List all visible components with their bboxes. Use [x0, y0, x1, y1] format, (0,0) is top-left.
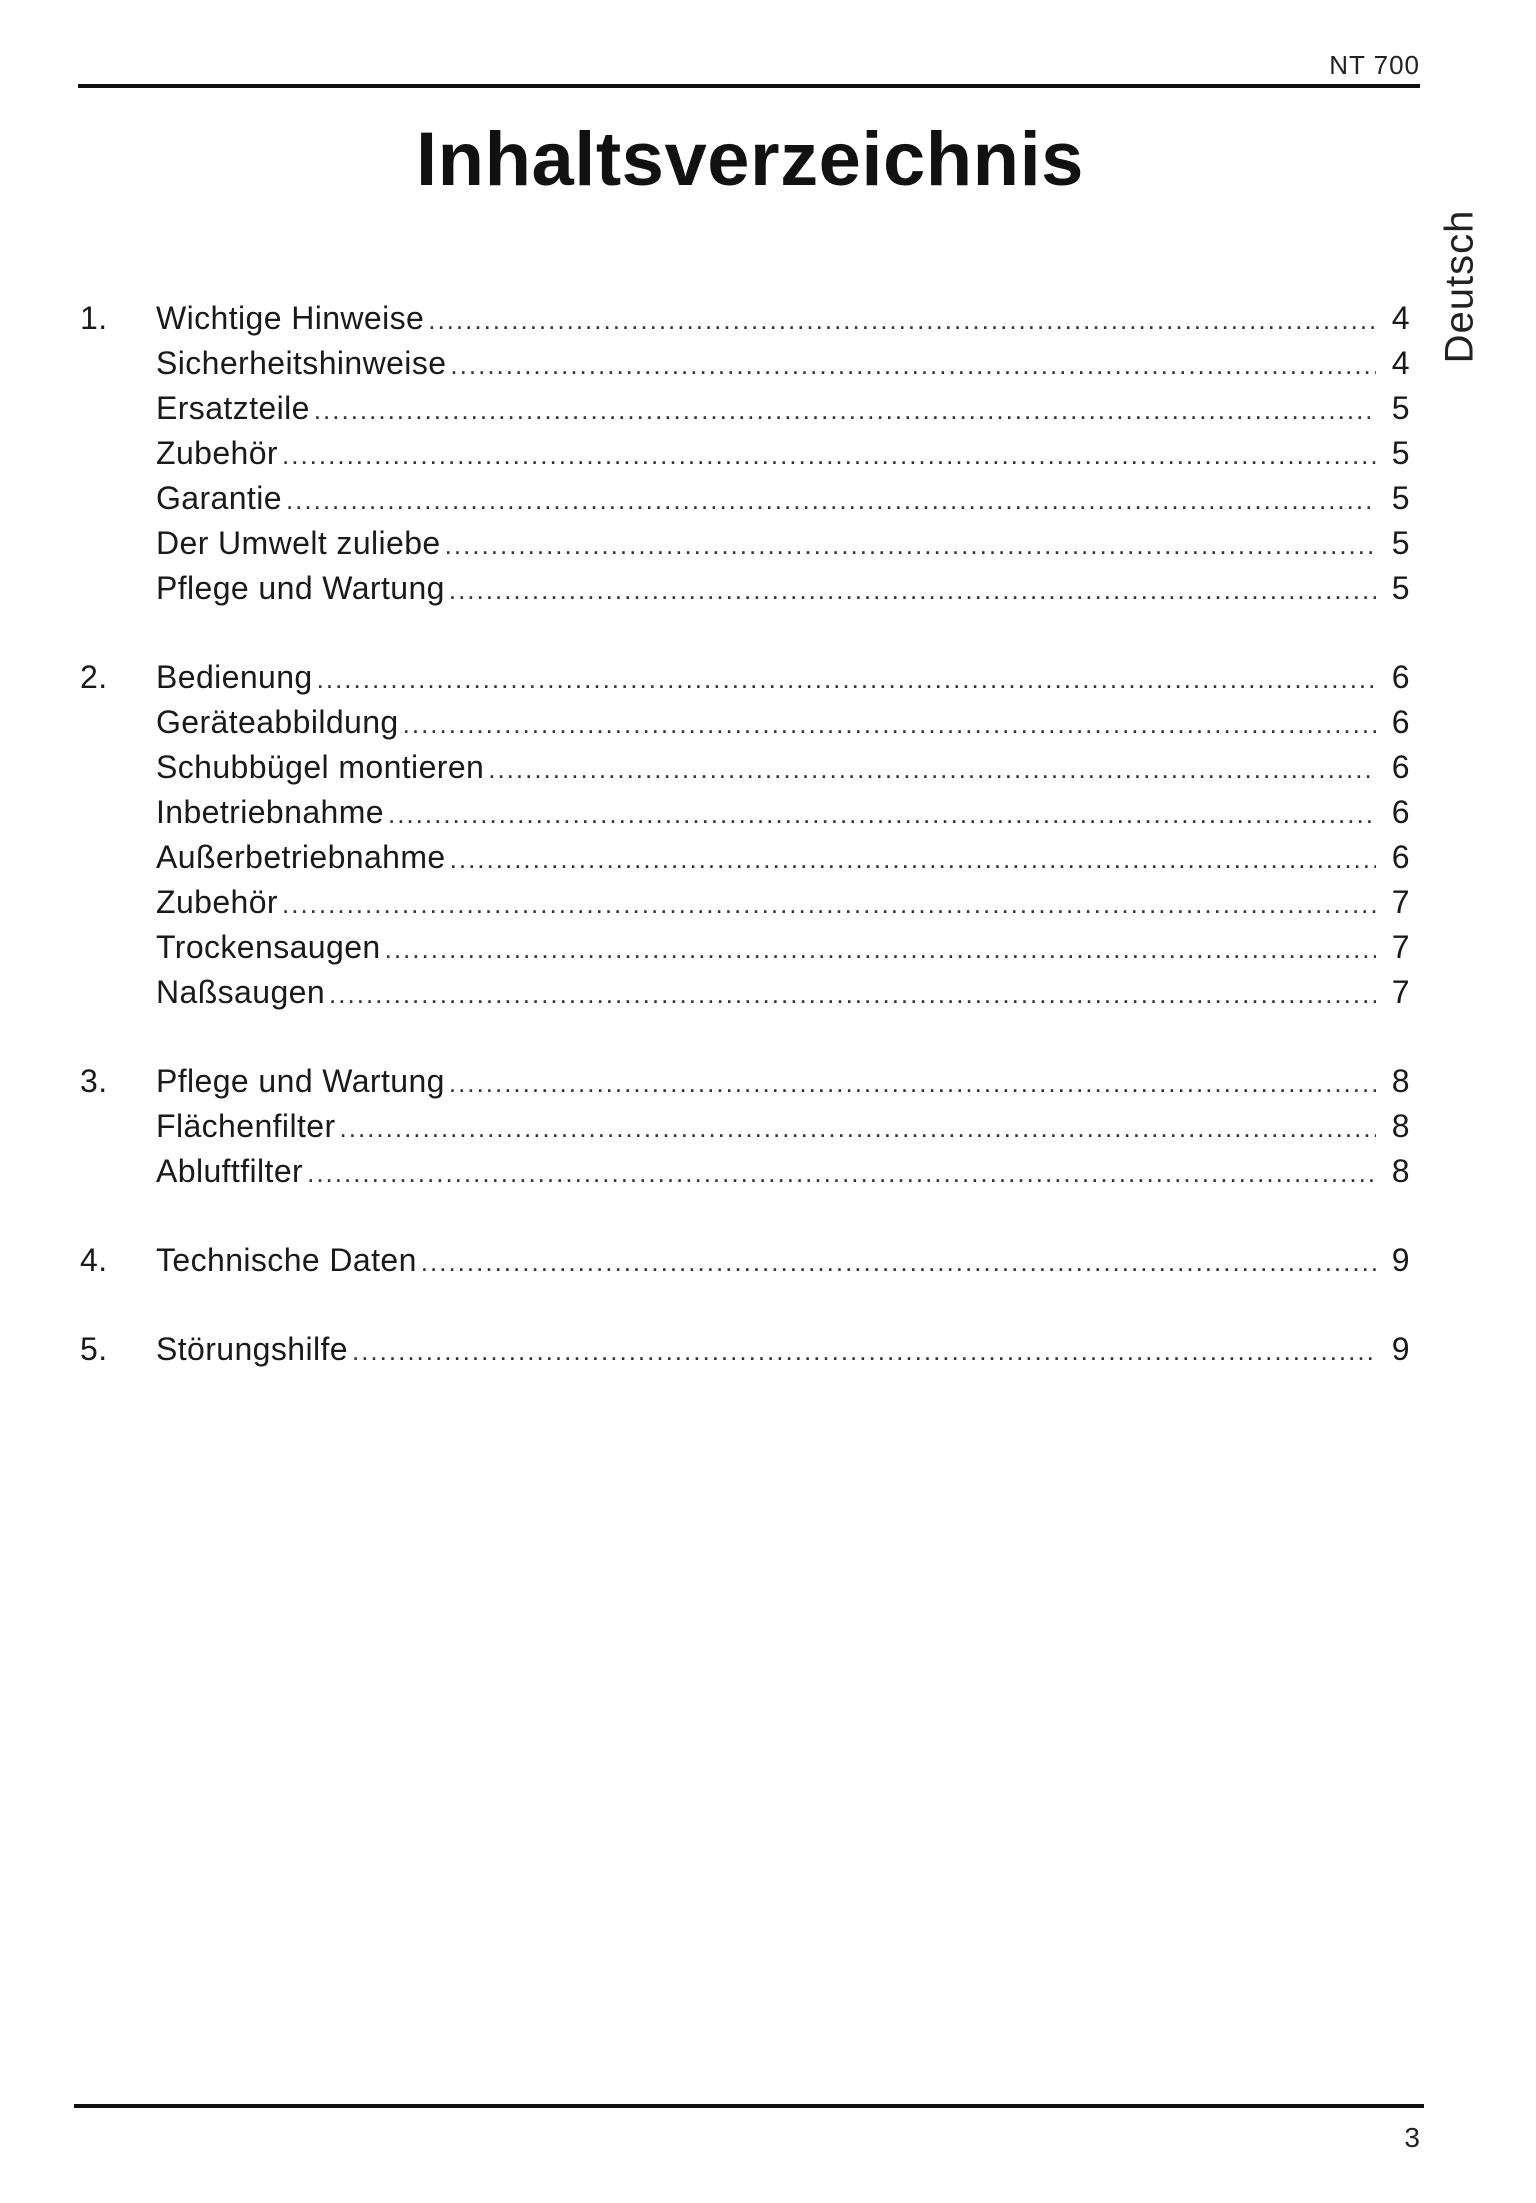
toc-entry	[80, 480, 1410, 525]
toc-entry-page: 5	[1391, 570, 1410, 606]
toc-entry-page: 9	[1391, 1242, 1410, 1278]
toc-entry	[80, 435, 1410, 480]
toc-entry-page: 6	[1391, 839, 1410, 875]
toc-leader-dots	[352, 1336, 1376, 1367]
toc-entry-label: Zubehör	[156, 884, 278, 920]
toc-entry-page: 4	[1391, 345, 1410, 381]
toc-entry-page: 6	[1391, 704, 1410, 740]
toc-entry-page: 7	[1391, 929, 1410, 965]
table-of-contents	[80, 300, 1410, 1420]
toc-entry	[80, 1242, 1410, 1287]
toc-leader-dots	[421, 1247, 1376, 1278]
toc-entry	[80, 794, 1410, 839]
toc-entry-label: Garantie	[156, 480, 282, 516]
toc-entry	[80, 659, 1410, 704]
page-number: 3	[1404, 2122, 1420, 2153]
toc-entry-page: 8	[1391, 1153, 1410, 1189]
toc-entry	[80, 570, 1410, 615]
toc-entry-page: 7	[1391, 884, 1410, 920]
toc-leader-dots	[385, 934, 1376, 965]
toc-entry	[80, 839, 1410, 884]
toc-leader-dots	[403, 709, 1376, 740]
toc-entry	[80, 390, 1410, 435]
toc-leader-dots	[317, 664, 1376, 695]
page-title: Inhaltsverzeichnis	[416, 117, 1084, 202]
toc-entry-label: Wichtige Hinweise	[156, 300, 425, 336]
header-rule	[78, 84, 1420, 88]
toc-entry-page: 5	[1391, 480, 1410, 516]
toc-entry	[80, 1331, 1410, 1376]
toc-leader-dots	[286, 485, 1376, 516]
toc-section	[80, 300, 1410, 615]
toc-leader-dots	[445, 530, 1376, 561]
toc-entry-label: Schubbügel montieren	[156, 749, 485, 785]
toc-entry-label: Zubehör	[156, 435, 278, 471]
toc-section-number: 4.	[80, 1242, 108, 1278]
toc-entry-label: Inbetriebnahme	[156, 794, 384, 830]
toc-entry	[80, 884, 1410, 929]
toc-entry-label: Abluftfilter	[156, 1153, 304, 1189]
toc-leader-dots	[314, 395, 1376, 426]
toc-entry-label: Außerbetriebnahme	[156, 839, 446, 875]
toc-entry	[80, 1108, 1410, 1153]
toc-section	[80, 1331, 1410, 1376]
toc-entry-page: 6	[1391, 749, 1410, 785]
toc-entry-label: Naßsaugen	[156, 974, 326, 1010]
toc-section-number: 2.	[80, 659, 108, 695]
toc-entry-page: 8	[1391, 1063, 1410, 1099]
toc-leader-dots	[449, 1068, 1376, 1099]
toc-entry-page: 8	[1391, 1108, 1410, 1144]
toc-entry-label: Sicherheitshinweise	[156, 345, 447, 381]
language-tab	[1436, 196, 1484, 376]
toc-section-number: 5.	[80, 1331, 108, 1367]
toc-entry-label: Pflege und Wartung	[156, 570, 445, 606]
toc-leader-dots	[329, 979, 1376, 1010]
toc-entry	[80, 929, 1410, 974]
toc-entry	[80, 1153, 1410, 1198]
toc-leader-dots	[428, 305, 1376, 336]
toc-entry	[80, 974, 1410, 1019]
toc-leader-dots	[388, 799, 1376, 830]
toc-entry	[80, 300, 1410, 345]
toc-leader-dots	[307, 1158, 1376, 1189]
toc-section	[80, 1242, 1410, 1287]
language-label: Deutsch	[1437, 209, 1482, 363]
toc-entry	[80, 704, 1410, 749]
toc-leader-dots	[282, 889, 1376, 920]
toc-entry-page: 6	[1391, 659, 1410, 695]
toc-entry	[80, 1063, 1410, 1108]
toc-entry-label: Flächenfilter	[156, 1108, 336, 1144]
toc-section	[80, 1063, 1410, 1198]
toc-leader-dots	[450, 844, 1376, 875]
toc-entry-page: 6	[1391, 794, 1410, 830]
toc-entry	[80, 525, 1410, 570]
toc-entry-label: Bedienung	[156, 659, 313, 695]
toc-leader-dots	[488, 754, 1376, 785]
toc-entry-page: 5	[1391, 435, 1410, 471]
toc-entry-label: Technische Daten	[156, 1242, 417, 1278]
toc-entry-label: Der Umwelt zuliebe	[156, 525, 441, 561]
toc-section	[80, 659, 1410, 1019]
toc-entry-label: Geräteabbildung	[156, 704, 399, 740]
toc-leader-dots	[450, 350, 1376, 381]
model-name: NT 700	[1329, 50, 1420, 80]
toc-leader-dots	[449, 575, 1376, 606]
toc-leader-dots	[340, 1113, 1377, 1144]
toc-entry	[80, 749, 1410, 794]
toc-entry-label: Störungshilfe	[156, 1331, 348, 1367]
toc-leader-dots	[282, 440, 1376, 471]
toc-entry-page: 5	[1391, 390, 1410, 426]
toc-entry-label: Trockensaugen	[156, 929, 381, 965]
toc-section-number: 1.	[80, 300, 108, 336]
toc-entry-page: 4	[1391, 300, 1410, 336]
toc-entry-label: Ersatzteile	[156, 390, 310, 426]
toc-entry-page: 7	[1391, 974, 1410, 1010]
toc-entry-page: 5	[1391, 525, 1410, 561]
toc-entry-label: Pflege und Wartung	[156, 1063, 445, 1099]
toc-entry	[80, 345, 1410, 390]
toc-entry-page: 9	[1391, 1331, 1410, 1367]
toc-section-number: 3.	[80, 1063, 108, 1099]
footer-rule	[74, 2104, 1424, 2108]
